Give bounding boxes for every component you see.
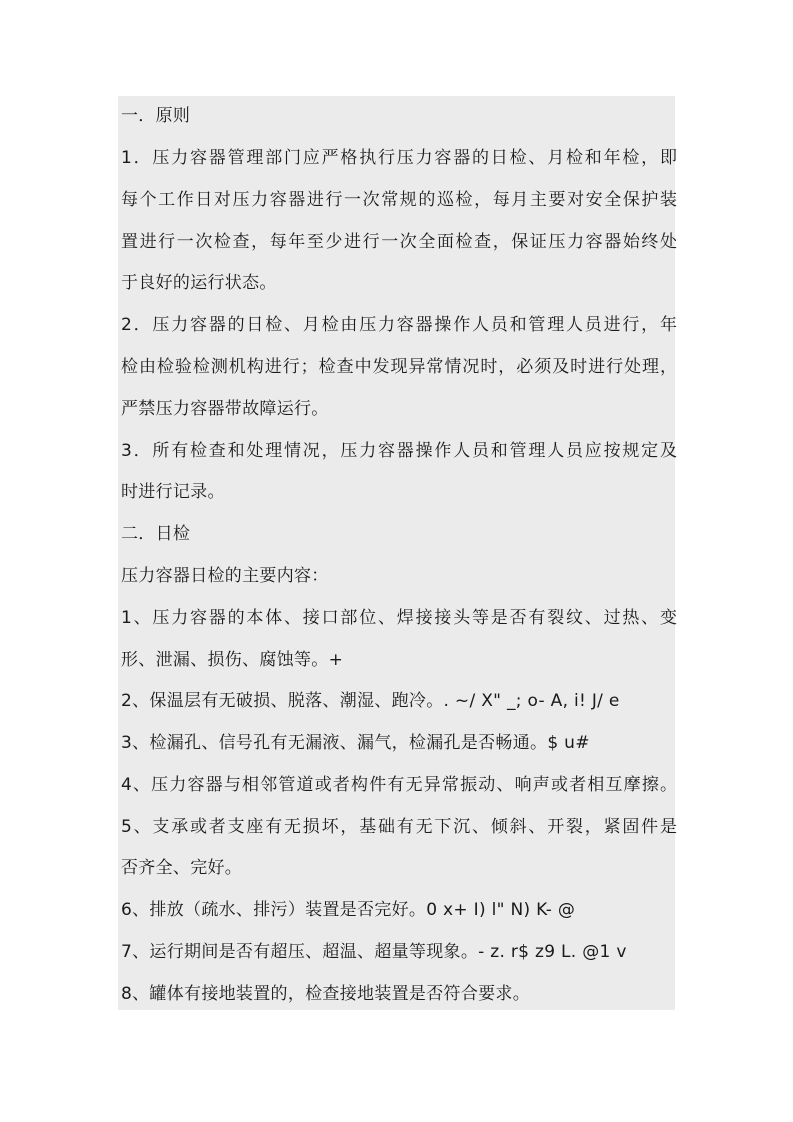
paragraph-line: 严禁压力容器带故障运行。 [121, 399, 329, 419]
section-heading-daily-check: 二．日检 [121, 524, 191, 544]
list-item-line: 4、压力容器与相邻管道或者构件有无异常振动、响声或者相互摩擦。 [121, 775, 677, 795]
paragraph-line: 2．压力容器的日检、月检由压力容器操作人员和管理人员进行，年 [121, 315, 677, 335]
paragraph-line: 检由检验检测机构进行；检查中发现异常情况时，必须及时进行处理， [121, 357, 677, 377]
list-item-line: 8、罐体有接地装置的，检查接地装置是否符合要求。 [121, 984, 531, 1004]
paragraph-line: 每个工作日对压力容器进行一次常规的巡检，每月主要对安全保护装 [121, 190, 677, 210]
list-item-line: 6、排放（疏水、排污）装置是否完好。0 x+ I) l" N) K- @ [121, 900, 576, 920]
section-heading-principles: 一．原则 [121, 106, 191, 126]
list-item-line: 否齐全、完好。 [121, 858, 243, 878]
paragraph-line: 时进行记录。 [121, 482, 225, 502]
list-item-line: 7、运行期间是否有超压、超温、超量等现象。- z. r$ z9 L. @1 v [121, 942, 627, 962]
list-item-line: 2、保温层有无破损、脱落、潮湿、跑冷。. ~/ X" _; o- A, i! J/ e [121, 691, 620, 711]
paragraph-line: 3．所有检查和处理情况，压力容器操作人员和管理人员应按规定及 [121, 441, 677, 461]
paragraph-line: 于良好的运行状态。 [121, 273, 277, 293]
list-item-line: 5、支承或者支座有无损坏，基础有无下沉、倾斜、开裂，紧固件是 [121, 817, 677, 837]
list-item-line: 3、检漏孔、信号孔有无漏液、漏气，检漏孔是否畅通。$ u# [121, 733, 590, 753]
list-item-line: 形、泄漏、损伤、腐蚀等。+ [121, 650, 344, 670]
list-item-line: 1、压力容器的本体、接口部位、焊接接头等是否有裂纹、过热、变 [121, 608, 677, 628]
paragraph-line: 置进行一次检查，每年至少进行一次全面检查，保证压力容器始终处 [121, 232, 677, 252]
paragraph-line: 1．压力容器管理部门应严格执行压力容器的日检、月检和年检，即 [121, 148, 677, 168]
paragraph-line: 压力容器日检的主要内容： [121, 566, 329, 586]
